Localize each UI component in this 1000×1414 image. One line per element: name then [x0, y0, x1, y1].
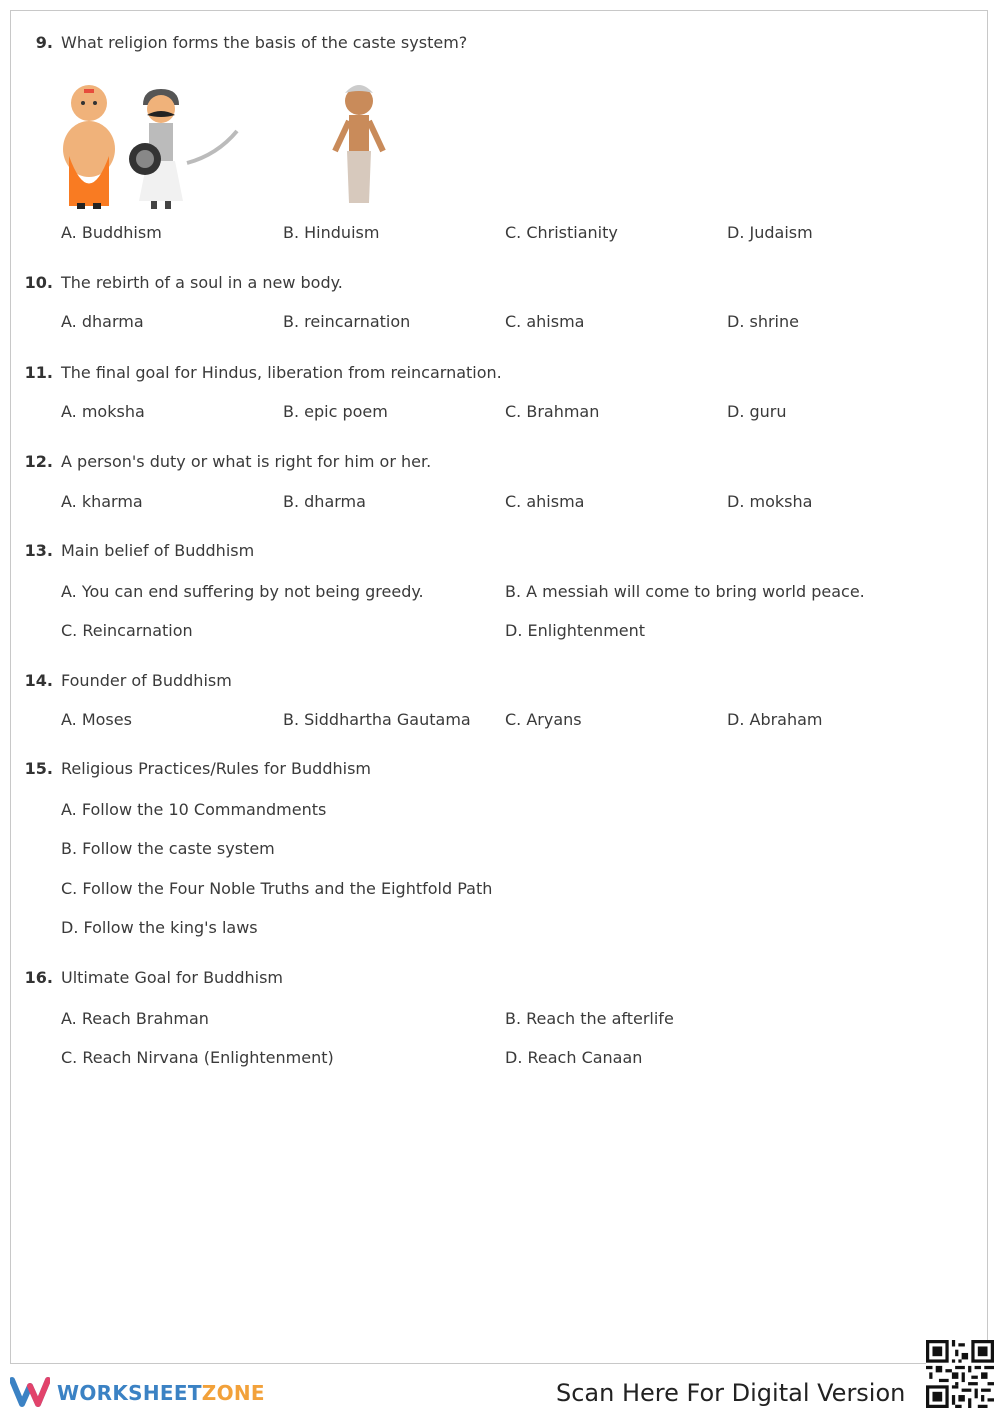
option-b[interactable]: B. epic poem	[283, 402, 388, 421]
brand-part-1: WORKSHEET	[57, 1381, 202, 1405]
option-d[interactable]: D. shrine	[727, 312, 799, 331]
option-b[interactable]: B. Siddhartha Gautama	[283, 710, 471, 729]
option-b[interactable]: B. dharma	[283, 492, 366, 511]
option-a[interactable]: A. Moses	[61, 710, 132, 729]
worksheetzone-logo-icon	[10, 1376, 50, 1408]
option-c[interactable]: C. Reach Nirvana (Enlightenment)	[61, 1048, 334, 1067]
option-d[interactable]: D. guru	[727, 402, 787, 421]
option-b[interactable]: B. A messiah will come to bring world peace.	[505, 582, 865, 601]
option-d[interactable]: D. Abraham	[727, 710, 823, 729]
option-c[interactable]: C. ahisma	[505, 492, 585, 511]
question-number: 10.	[24, 273, 53, 292]
option-d[interactable]: D. Enlightenment	[505, 621, 646, 640]
question-text: The rebirth of a soul in a new body.	[61, 273, 343, 292]
question-text: Main belief of Buddhism	[61, 541, 255, 560]
scan-caption: Scan Here For Digital Version	[556, 1379, 906, 1407]
question-number: 9.	[35, 33, 53, 52]
question-number: 15.	[24, 759, 53, 778]
question-number: 11.	[24, 363, 53, 382]
brand-part-2: ZONE	[201, 1381, 265, 1405]
option-a[interactable]: A. kharma	[61, 492, 143, 511]
page-footer	[0, 1366, 1000, 1414]
question-text: Ultimate Goal for Buddhism	[61, 968, 284, 987]
option-b[interactable]: B. Follow the caste system	[61, 839, 275, 858]
option-d[interactable]: D. Judaism	[727, 223, 813, 242]
question-text: What religion forms the basis of the caste system?	[61, 33, 468, 52]
option-a[interactable]: A. moksha	[61, 402, 145, 421]
warrior-figure	[129, 89, 237, 209]
option-c[interactable]: C. Follow the Four Noble Truths and the Eightfold Path	[61, 879, 493, 898]
option-a[interactable]: A. You can end suffering by not being greedy.	[61, 582, 424, 601]
option-a[interactable]: A. dharma	[61, 312, 144, 331]
priest-figure	[63, 85, 115, 209]
option-d[interactable]: D. Reach Canaan	[505, 1048, 643, 1067]
laborer-figure-illustration	[331, 71, 391, 211]
option-a[interactable]: A. Buddhism	[61, 223, 162, 242]
worksheet-page	[10, 10, 988, 1364]
question-number: 16.	[24, 968, 53, 987]
option-c[interactable]: C. Brahman	[505, 402, 600, 421]
question-number: 12.	[24, 452, 53, 471]
option-c[interactable]: C. ahisma	[505, 312, 585, 331]
question-number: 13.	[24, 541, 53, 560]
question-text: Founder of Buddhism	[61, 671, 232, 690]
option-b[interactable]: B. Hinduism	[283, 223, 380, 242]
brand-wordmark	[57, 1381, 265, 1405]
option-c[interactable]: C. Reincarnation	[61, 621, 193, 640]
caste-figures-illustration	[61, 71, 261, 211]
option-c[interactable]: C. Christianity	[505, 223, 618, 242]
question-text: A person's duty or what is right for him or her.	[61, 452, 432, 471]
question-text: Religious Practices/Rules for Buddhism	[61, 759, 371, 778]
qr-code-icon[interactable]	[926, 1340, 994, 1408]
question-number: 14.	[24, 671, 53, 690]
option-b[interactable]: B. reincarnation	[283, 312, 411, 331]
option-b[interactable]: B. Reach the afterlife	[505, 1009, 674, 1028]
option-d[interactable]: D. Follow the king's laws	[61, 918, 258, 937]
option-a[interactable]: A. Follow the 10 Commandments	[61, 800, 327, 819]
option-c[interactable]: C. Aryans	[505, 710, 582, 729]
question-text: The final goal for Hindus, liberation from reincarnation.	[61, 363, 502, 382]
option-a[interactable]: A. Reach Brahman	[61, 1009, 209, 1028]
option-d[interactable]: D. moksha	[727, 492, 813, 511]
